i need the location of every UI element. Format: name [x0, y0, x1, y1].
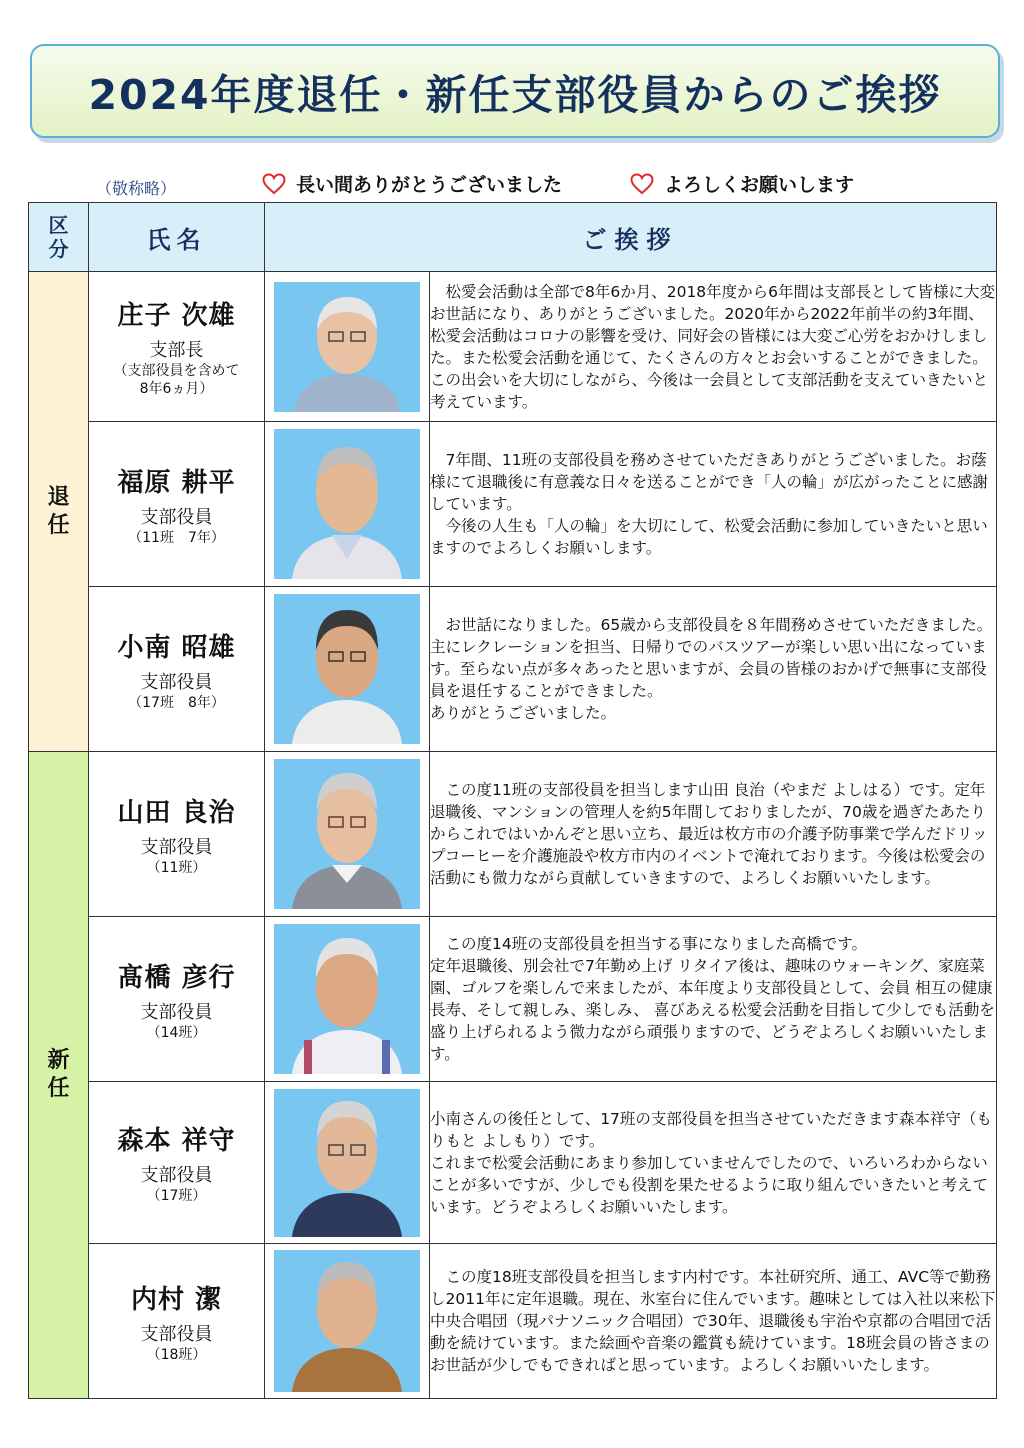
photo-cell — [265, 1244, 430, 1399]
person-tenure-note-2: 8年6ヵ月） — [139, 381, 214, 397]
person-name: 福原 耕平 — [117, 467, 236, 498]
category-retire — [29, 272, 89, 752]
category-new — [29, 752, 89, 1399]
portrait-photo — [274, 594, 420, 744]
table-row — [29, 1244, 997, 1399]
title-banner — [30, 44, 1000, 138]
officers-table — [28, 202, 997, 1399]
portrait-icon — [274, 924, 420, 1074]
table-header-row — [29, 203, 997, 272]
photo-cell — [265, 587, 430, 752]
category-retire-line1: 退 — [47, 484, 70, 510]
portrait-icon — [274, 594, 420, 744]
greeting-message: 7年間、11班の支部役員を務めさせていただきありがとうございました。お蔭様にて退職後に有意義な日々を送ることができ「人の輪」が広がったことに感謝しています。 今後の人生も「人の輪」を大切にして、松愛会活動に参加していきたいと思いますのでよろしくお願いします。 — [430, 422, 997, 587]
person-tenure-note: （11班） — [146, 859, 207, 876]
person-role: 支部長 — [149, 340, 204, 361]
table-row — [29, 272, 997, 422]
person-name: 内村 潔 — [130, 1284, 223, 1315]
person-role: 支部役員 — [140, 671, 213, 693]
name-cell — [89, 587, 265, 752]
person-role: 支部役員 — [140, 836, 213, 858]
photo-cell — [265, 752, 430, 917]
person-name: 山田 良治 — [117, 797, 236, 828]
honorific-note: （敬称略） — [96, 179, 177, 198]
name-cell — [89, 917, 265, 1082]
portrait-icon — [274, 759, 420, 909]
header-category — [29, 203, 89, 272]
person-tenure-note: （支部役員を含めて — [113, 363, 240, 379]
portrait-photo — [274, 1089, 420, 1237]
person-name: 森本 祥守 — [117, 1126, 236, 1156]
greeting-message: お世話になりました。65歳から支部役員を８年間務めさせていただきました。主にレクレーションを担当、日帰りでのバスツアーが楽しい思い出になっています。至らない点が多々あったと思いますが、会員の皆様のおかげで無事に支部役員を退任することができました。 ありがとうございました。 — [430, 587, 997, 752]
portrait-photo — [274, 1250, 420, 1392]
greeting-message: この度18班支部役員を担当します内村です。本社研究所、通工、AVC等で勤務し2011年に定年退職。現在、氷室台に住んでいます。趣味としては入社以来松下中央合唱団（現パナソニック合唱団）で30年、退職後も宇治や京都の合唱団で活動を続けています。また絵画や音楽の鑑賞も続けています。18班会員の皆さまのお世話が少しでもできればと思っています。よろしくお願いいたします。 — [430, 1244, 997, 1399]
portrait-icon — [274, 1089, 420, 1237]
header-category-line2: 分 — [48, 237, 69, 261]
person-name: 小南 昭雄 — [117, 632, 236, 663]
person-tenure-note: （14班） — [146, 1024, 207, 1041]
name-cell — [89, 422, 265, 587]
name-cell — [89, 1082, 265, 1244]
person-name: 庄子 次雄 — [117, 301, 236, 331]
name-cell — [89, 272, 265, 422]
person-tenure-note: （17班） — [146, 1188, 207, 1204]
category-retire-line2: 任 — [47, 512, 70, 538]
legend-new — [630, 170, 854, 197]
person-role: 支部役員 — [140, 1001, 213, 1023]
legend-new-label: よろしくお願いします — [664, 174, 855, 196]
portrait-photo — [274, 282, 420, 412]
portrait-icon — [274, 429, 420, 579]
category-new-line1: 新 — [47, 1048, 70, 1073]
person-name: 髙橋 彦行 — [117, 962, 236, 993]
category-new-line2: 任 — [47, 1076, 70, 1101]
table-row — [29, 587, 997, 752]
person-role: 支部役員 — [140, 1323, 213, 1345]
legend-retire — [262, 170, 562, 197]
portrait-icon — [274, 1250, 420, 1392]
person-tenure-note: （18班） — [146, 1346, 207, 1363]
photo-cell — [265, 272, 430, 422]
photo-cell — [265, 1082, 430, 1244]
heart-icon — [262, 173, 286, 195]
name-cell — [89, 752, 265, 917]
person-role: 支部役員 — [140, 506, 213, 528]
header-name: 氏名 — [89, 203, 265, 272]
portrait-photo — [274, 759, 420, 909]
page-title: 2024年度退任・新任支部役員からのご挨拶 — [88, 70, 942, 119]
photo-cell — [265, 422, 430, 587]
table-row — [29, 752, 997, 917]
person-tenure-note: （17班 8年） — [128, 694, 225, 711]
heart-icon — [630, 173, 654, 195]
photo-cell — [265, 917, 430, 1082]
table-row — [29, 1082, 997, 1244]
person-role: 支部役員 — [140, 1165, 213, 1186]
greeting-message: この度14班の支部役員を担当する事になりました高橋です。 定年退職後、別会社で7年勤め上げ リタイア後は、趣味のウォーキング、家庭菜園、ゴルフを楽しんで来ましたが、本年度より支部役員として、会員 相互の健康長寿、そして親しみ、楽しみ、 喜びあえる松愛会活動を目指して少しでも活動を盛り上げられるよう微力ながら頑張りますので、どうぞよろしくお願いいたします。 — [430, 917, 997, 1082]
portrait-photo — [274, 429, 420, 579]
legend-retire-label: 長い間ありがとうございました — [296, 174, 563, 196]
greeting-message: 松愛会活動は全部で8年6か月、2018年度から6年間は支部長として皆様に大変お世話になり、ありがとうございました。2020年から2022年前半の約3年間、松愛会活動はコロナの影響を受け、同好会の皆様には大変ご心労をおかけしました。また松愛会活動を通じて、たくさんの方々とお会いすることができました。この出会いを大切にしながら、今後は一会員として支部活動を支えていきたいと考えています。 — [430, 272, 997, 422]
header-greeting: ご挨拶 — [265, 203, 997, 272]
name-cell — [89, 1244, 265, 1399]
portrait-icon — [274, 282, 420, 412]
portrait-photo — [274, 924, 420, 1074]
header-category-line1: 区 — [48, 213, 69, 237]
person-tenure-note: （11班 7年） — [128, 529, 225, 546]
table-row — [29, 917, 997, 1082]
greeting-message: 小南さんの後任として、17班の支部役員を担当させていただきます森本祥守（もりもと よしもり）です。 これまで松愛会活動にあまり参加していませんでしたので、いろいろわからないことが多いですが、少しでも役割を果たせるように取り組んでいきたいと考えています。どうぞよろしくお願いいたします。 — [430, 1082, 997, 1244]
table-row — [29, 422, 997, 587]
greeting-message: この度11班の支部役員を担当します山田 良治（やまだ よしはる）です。定年退職後、マンションの管理人を約5年間しておりましたが、70歳を過ぎたあたりからこれではいかんぞと思い立ち、最近は枚方市の介護予防事業で学んだドリップコーヒーを介護施設や枚方市内のイベントで淹れております。今後は松愛会の活動にも微力ながら貢献していきますので、よろしくお願いいたします。 — [430, 752, 997, 917]
